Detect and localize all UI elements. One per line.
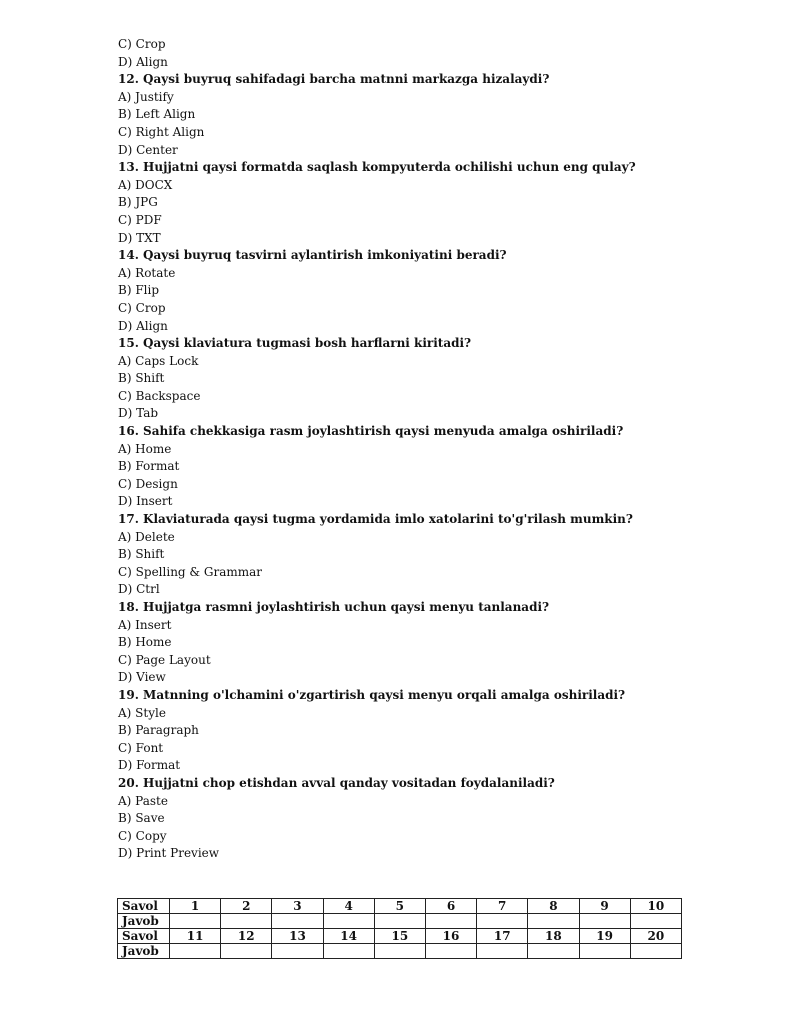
quiz-document <box>118 36 718 863</box>
question-block <box>118 247 718 335</box>
option-text: A) Caps Lock <box>118 353 199 368</box>
answer-cell[interactable] <box>425 914 476 929</box>
option-text: C) PDF <box>118 212 162 227</box>
question-text: 19. Matnning o'lchamini o'zgartirish qaysi menyu orqali amalga oshiriladi? <box>118 687 626 702</box>
question-block <box>118 687 718 775</box>
table-row-javob-1 <box>118 914 682 929</box>
question-number-cell: 18 <box>528 929 579 944</box>
option-text: C) Copy <box>118 828 167 843</box>
option-text: C) Crop <box>118 37 166 51</box>
answer-cell[interactable] <box>630 944 681 959</box>
question-block <box>118 335 718 423</box>
question-number-cell: 3 <box>272 899 323 914</box>
answer-cell[interactable] <box>477 914 528 929</box>
answer-cell[interactable] <box>477 944 528 959</box>
question-number-cell: 20 <box>630 929 681 944</box>
option-text: B) Shift <box>118 547 165 562</box>
answer-cell[interactable] <box>425 944 476 959</box>
question-block <box>118 71 718 159</box>
question-number-cell: 5 <box>374 899 425 914</box>
option-text: B) Flip <box>118 283 159 298</box>
option-text: C) Backspace <box>118 388 201 403</box>
option-text: D) TXT <box>118 230 161 245</box>
question-number-cell: 12 <box>221 929 272 944</box>
answer-cell[interactable] <box>323 914 374 929</box>
option-text: D) Ctrl <box>118 582 160 597</box>
answer-cell[interactable] <box>374 944 425 959</box>
question-text: 17. Klaviaturada qaysi tugma yordamida imlo xatolarini to'g'rilash mumkin? <box>118 512 633 527</box>
option-text: A) Rotate <box>118 265 176 280</box>
option-text: B) Format <box>118 459 180 474</box>
question-block <box>118 599 718 687</box>
option-text: B) Paragraph <box>118 723 199 738</box>
question-block <box>118 775 718 863</box>
question-text: 16. Sahifa chekkasiga rasm joylashtirish qaysi menyuda amalga oshiriladi? <box>118 424 624 439</box>
savol-label: Savol <box>118 929 170 944</box>
question-number-cell: 1 <box>170 899 221 914</box>
option-text: A) Home <box>118 441 172 456</box>
answer-cell[interactable] <box>579 914 630 929</box>
option-text: D) Print Preview <box>118 846 220 861</box>
answer-table <box>117 898 682 959</box>
option-text: C) Spelling & Grammar <box>118 564 263 579</box>
answer-cell[interactable] <box>221 914 272 929</box>
question-number-cell: 13 <box>272 929 323 944</box>
question-number-cell: 4 <box>323 899 374 914</box>
question-number-cell: 19 <box>579 929 630 944</box>
question-block <box>118 159 718 247</box>
question-number-cell: 16 <box>425 929 476 944</box>
question-number-cell: 7 <box>477 899 528 914</box>
option-text: C) Design <box>118 476 178 491</box>
option-text: D) Align <box>118 318 168 333</box>
question-text: 18. Hujjatga rasmni joylashtirish uchun qaysi menyu tanlanadi? <box>118 600 550 614</box>
option-text: B) Save <box>118 811 165 826</box>
option-text: A) Delete <box>118 529 175 544</box>
option-text: A) DOCX <box>118 177 173 192</box>
option-text: C) Crop <box>118 300 166 315</box>
table-row-savol-2 <box>118 929 682 944</box>
answer-cell[interactable] <box>528 944 579 959</box>
answer-cell[interactable] <box>272 914 323 929</box>
option-text: B) Shift <box>118 371 165 386</box>
javob-label: Javob <box>118 944 170 959</box>
option-text: C) Right Align <box>118 124 205 139</box>
answer-cell[interactable] <box>221 944 272 959</box>
question-block <box>118 423 718 511</box>
option-text: A) Paste <box>118 793 168 808</box>
question-text: 14. Qaysi buyruq tasvirni aylantirish imkoniyatini beradi? <box>118 248 507 263</box>
question-block <box>118 511 718 599</box>
question-number-cell: 8 <box>528 899 579 914</box>
option-text: B) Home <box>118 635 172 650</box>
option-text: B) Left Align <box>118 107 196 122</box>
table-row-javob-2 <box>118 944 682 959</box>
answer-cell[interactable] <box>579 944 630 959</box>
answer-cell[interactable] <box>170 914 221 929</box>
answer-cell[interactable] <box>630 914 681 929</box>
javob-label: Javob <box>118 914 170 929</box>
option-text: A) Justify <box>118 89 174 104</box>
option-text: D) Tab <box>118 406 159 421</box>
option-text: D) Format <box>118 758 181 773</box>
option-text: D) Center <box>118 142 178 157</box>
table-row-savol-1 <box>118 899 682 914</box>
question-number-cell: 15 <box>374 929 425 944</box>
question-number-cell: 9 <box>579 899 630 914</box>
answer-cell[interactable] <box>528 914 579 929</box>
question-number-cell: 10 <box>630 899 681 914</box>
question-number-cell: 17 <box>477 929 528 944</box>
option-text: D) Insert <box>118 494 173 509</box>
answer-cell[interactable] <box>374 914 425 929</box>
savol-label: Savol <box>118 899 170 914</box>
option-text: C) Page Layout <box>118 652 211 667</box>
answer-cell[interactable] <box>170 944 221 959</box>
question-text: 15. Qaysi klaviatura tugmasi bosh harflarni kiritadi? <box>118 336 472 351</box>
answer-cell[interactable] <box>272 944 323 959</box>
option-text: D) View <box>118 670 166 685</box>
option-text: C) Font <box>118 740 164 755</box>
question-number-cell: 2 <box>221 899 272 914</box>
question-text: 12. Qaysi buyruq sahifadagi barcha matnni markazga hizalaydi? <box>118 72 550 87</box>
option-text: A) Insert <box>118 617 172 632</box>
answer-cell[interactable] <box>323 944 374 959</box>
question-text: 20. Hujjatni chop etishdan avval qanday vositadan foydalaniladi? <box>118 775 555 790</box>
question-number-cell: 14 <box>323 929 374 944</box>
question-text: 13. Hujjatni qaysi formatda saqlash kompyuterda ochilishi uchun eng qulay? <box>118 160 636 175</box>
option-text: A) Style <box>118 705 166 720</box>
leading-options <box>118 36 718 71</box>
question-number-cell: 6 <box>425 899 476 914</box>
option-text: B) JPG <box>118 195 158 210</box>
option-text: D) Align <box>118 54 168 69</box>
question-number-cell: 11 <box>170 929 221 944</box>
